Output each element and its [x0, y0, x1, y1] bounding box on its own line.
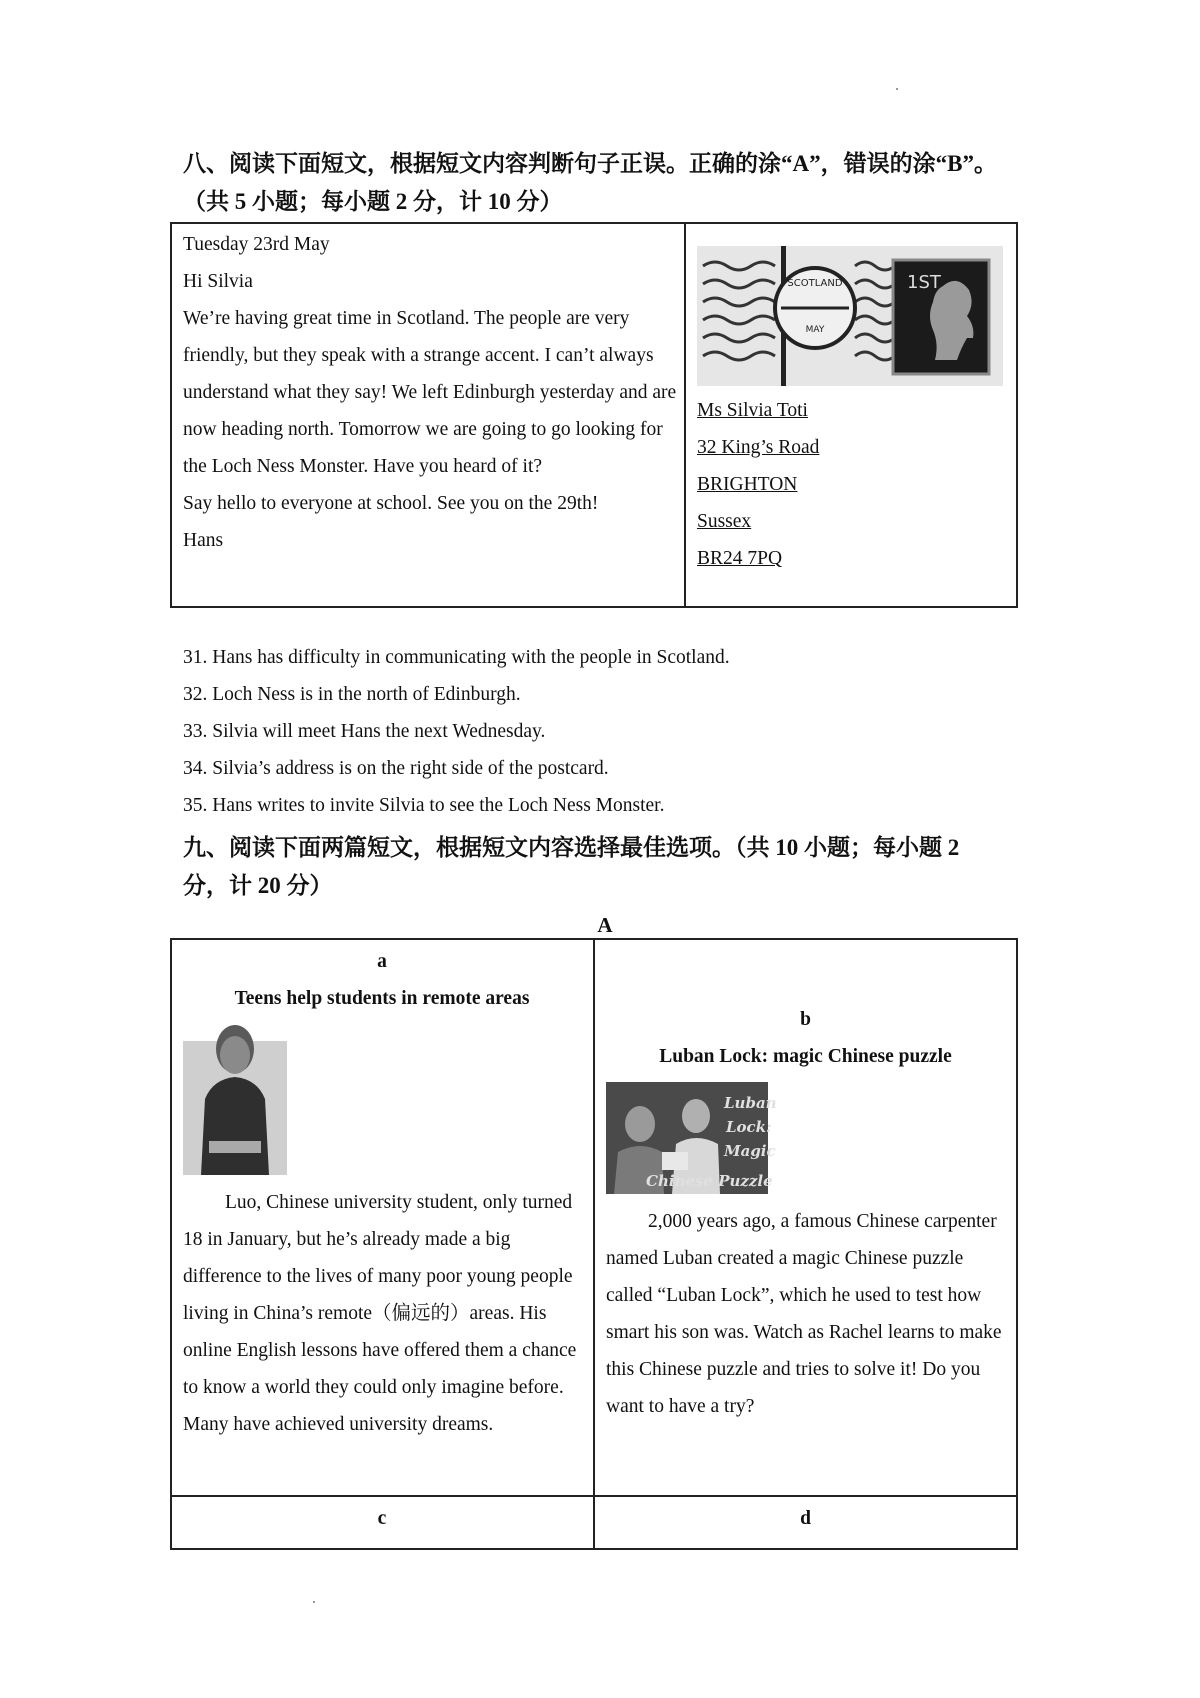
address-line: BRIGHTON: [697, 474, 798, 495]
table-divider-horizontal: [170, 1495, 1018, 1497]
image-caption-2: Lock:: [726, 1118, 772, 1136]
luban-lock-photo: [606, 1082, 777, 1194]
postcard-address: [697, 392, 997, 577]
section-9-title-line1: 九、阅读下面两篇短文，根据短文内容选择最佳选项。（共 10 小题；每小题 2: [183, 835, 960, 860]
cell-b-paragraph: 2,000 years ago, a famous Chinese carpenter named Luban created a magic Chinese puzzle called “Luban Lock”, which he used to test how smart his son was. Watch as Rachel learns to make this Chinese puzzle and tries to solve it! Do you want to have a try?: [606, 1211, 1002, 1417]
question-item: 34. Silvia’s address is on the right side of the postcard.: [183, 758, 609, 779]
postcard-greeting: Hi Silvia: [183, 271, 253, 292]
postcard-message: [183, 226, 678, 559]
questions-list: [183, 639, 1083, 824]
cell-c-letter: c: [377, 1508, 387, 1529]
image-caption-1: Luban: [724, 1094, 777, 1112]
speck: [313, 1601, 315, 1603]
speck: [896, 88, 898, 90]
postcard-divider: [684, 222, 686, 608]
question-item: 31. Hans has difficulty in communicating with the people in Scotland.: [183, 647, 730, 668]
address-line: Sussex: [697, 511, 752, 532]
section-9-title-line2: 分，计 20 分）: [183, 873, 333, 898]
address-line: 32 King’s Road: [697, 437, 820, 458]
cell-b-letter: b: [800, 1009, 811, 1030]
address-line: Ms Silvia Toti: [697, 400, 808, 421]
address-line: BR24 7PQ: [697, 548, 783, 569]
stamp-postmark-image: [697, 246, 1003, 386]
stamp-value: 1ST: [907, 272, 941, 293]
question-item: 35. Hans writes to invite Silvia to see the Loch Ness Monster.: [183, 795, 665, 816]
postmark-label: SCOTLAND: [787, 278, 843, 289]
cell-a-paragraph: Luo, Chinese university student, only turned 18 in January, but he’s already made a big difference to the lives of many poor young people living in China’s remote（偏远的）areas. His online English lessons have offered them a chance to know a world they could only imagine before. Many have achieved university dreams.: [183, 1192, 577, 1435]
passage-label: A: [597, 913, 613, 937]
image-caption-4: Chinese Puzzle: [646, 1172, 773, 1190]
cell-a-title: Teens help students in remote areas: [234, 988, 530, 1009]
postmark-date: MAY: [805, 325, 825, 335]
section-8-title: 八、阅读下面短文，根据短文内容判断句子正误。正确的涂“A”，错误的涂“B”。: [183, 151, 997, 176]
question-item: 32. Loch Ness is in the north of Edinburgh.: [183, 684, 521, 705]
student-photo: [183, 1019, 287, 1175]
section-8-subtitle: （共 5 小题；每小题 2 分，计 10 分）: [183, 189, 563, 214]
image-caption-3: Magic: [724, 1142, 776, 1160]
cell-b-title: Luban Lock: magic Chinese puzzle: [659, 1046, 952, 1067]
postcard-signature: Hans: [183, 530, 224, 551]
cell-d-letter: d: [800, 1508, 811, 1529]
postcard-body: We’re having great time in Scotland. The people are very friendly, but they speak with a strange accent. I can’t always understand what they say! We left Edinburgh yesterday and are now heading north. Tomorrow we are going to go looking for the Loch Ness Monster. Have you heard of it?: [183, 308, 677, 477]
cell-a-letter: a: [377, 951, 387, 972]
question-item: 33. Silvia will meet Hans the next Wednesday.: [183, 721, 546, 742]
postcard-date: Tuesday 23rd May: [183, 234, 330, 255]
cell-a-text: [183, 1184, 583, 1443]
cell-b-text: [606, 1203, 1014, 1425]
postcard-closing: Say hello to everyone at school. See you on the 29th!: [183, 493, 599, 514]
